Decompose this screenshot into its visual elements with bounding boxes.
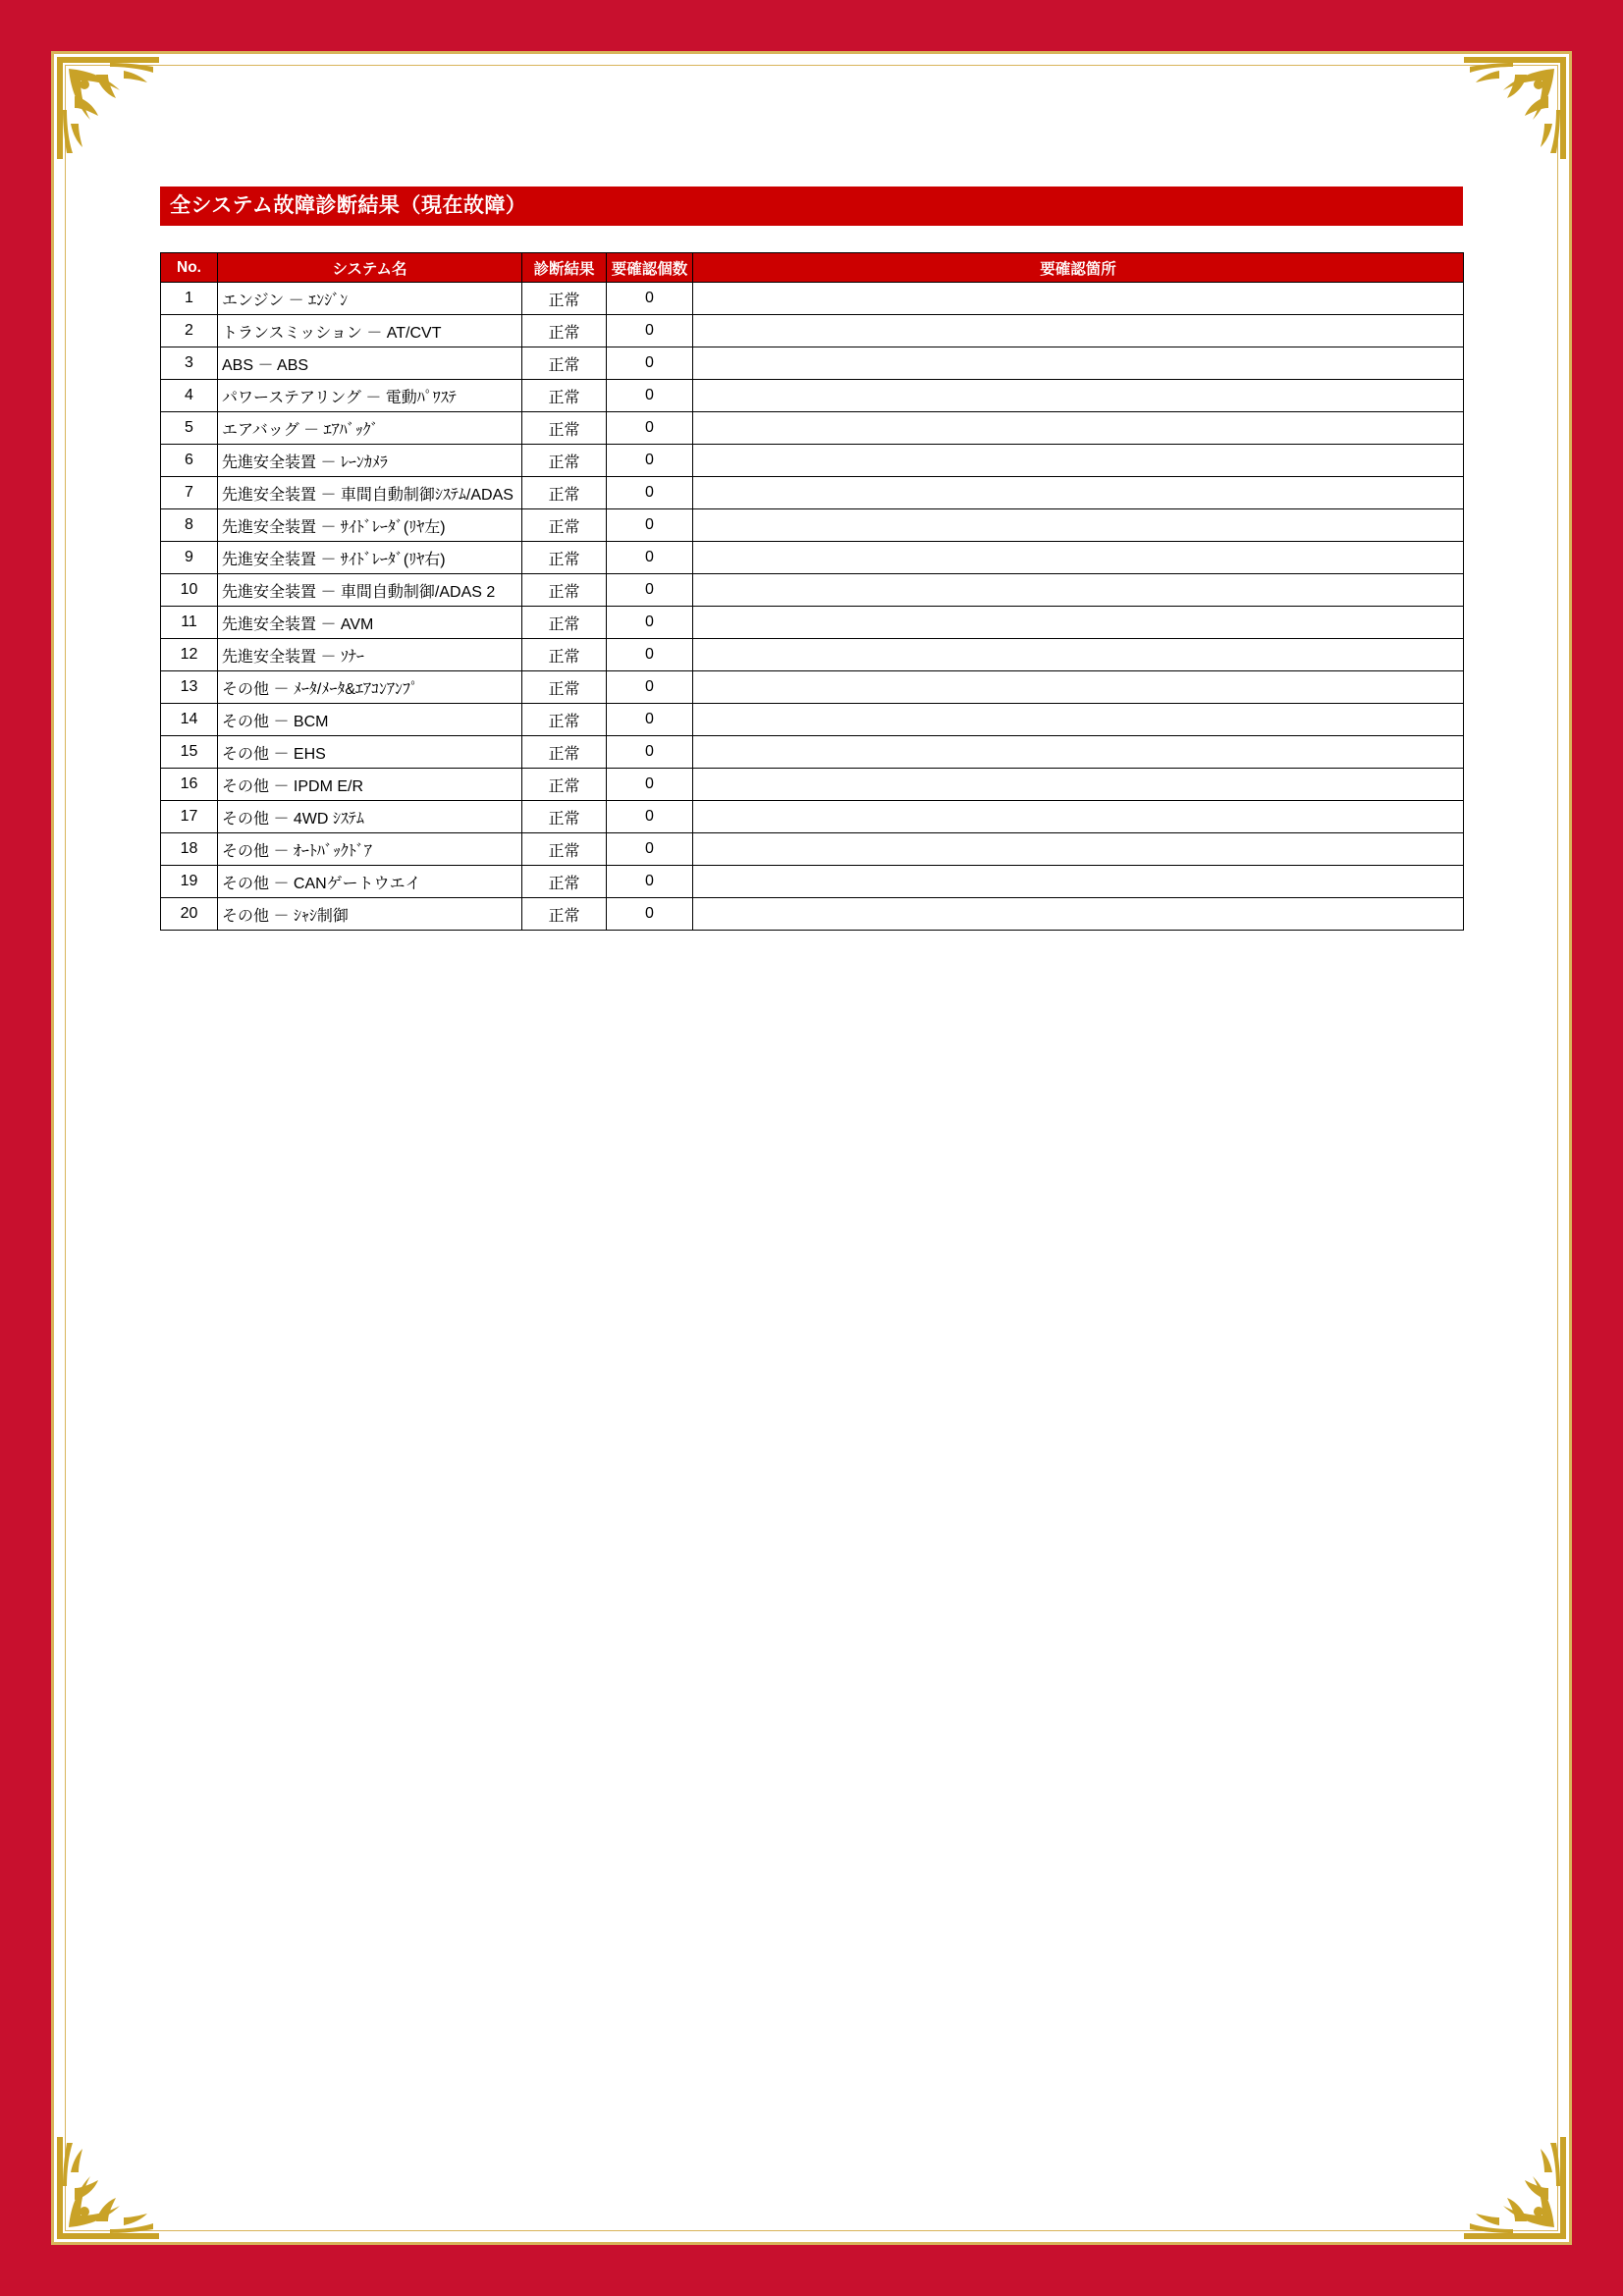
cell-count: 0 [607,704,693,736]
cell-result: 正常 [522,866,607,898]
cell-system: 先進安全装置 － ｿﾅｰ [218,639,522,671]
cell-result: 正常 [522,315,607,347]
cell-result: 正常 [522,477,607,509]
cell-place [693,833,1464,866]
cell-result: 正常 [522,607,607,639]
cell-count: 0 [607,736,693,769]
cell-system: その他 － BCM [218,704,522,736]
cell-place [693,477,1464,509]
cell-result: 正常 [522,509,607,542]
cell-no: 2 [161,315,218,347]
cell-no: 7 [161,477,218,509]
cell-count: 0 [607,898,693,931]
cell-system: その他 － IPDM E/R [218,769,522,801]
cell-count: 0 [607,477,693,509]
table-row [161,542,1464,574]
table-row [161,347,1464,380]
cell-result: 正常 [522,736,607,769]
cell-result: 正常 [522,574,607,607]
cell-place [693,509,1464,542]
cell-no: 9 [161,542,218,574]
cell-system: エンジン － ｴﾝｼﾞﾝ [218,283,522,315]
cell-result: 正常 [522,347,607,380]
cell-result: 正常 [522,283,607,315]
cell-no: 10 [161,574,218,607]
cell-place [693,736,1464,769]
cell-place [693,671,1464,704]
cell-system: その他 － ｼｬｼ制御 [218,898,522,931]
table-row [161,801,1464,833]
cell-no: 19 [161,866,218,898]
table-row [161,898,1464,931]
cell-count: 0 [607,769,693,801]
cell-no: 11 [161,607,218,639]
cell-count: 0 [607,607,693,639]
cell-place [693,866,1464,898]
cell-no: 16 [161,769,218,801]
diagnostic-results-table [160,252,1464,931]
cell-result: 正常 [522,671,607,704]
cell-count: 0 [607,380,693,412]
cell-system: 先進安全装置 － 車間自動制御ｼｽﾃﾑ/ADAS [218,477,522,509]
cell-count: 0 [607,315,693,347]
cell-place [693,769,1464,801]
cell-count: 0 [607,412,693,445]
table-row [161,736,1464,769]
table-row [161,477,1464,509]
cell-count: 0 [607,574,693,607]
table-row [161,509,1464,542]
cell-place [693,315,1464,347]
cell-no: 3 [161,347,218,380]
table-row [161,769,1464,801]
table-header-row [161,253,1464,283]
cell-place [693,347,1464,380]
column-header-no: No. [161,253,218,283]
cell-system: その他 － CANゲートウエイ [218,866,522,898]
cell-count: 0 [607,283,693,315]
table-row [161,412,1464,445]
table-row [161,866,1464,898]
section-title: 全システム故障診断結果（現在故障） [160,187,1463,226]
cell-count: 0 [607,866,693,898]
table-body [161,283,1464,931]
cell-system: 先進安全装置 － ｻｲﾄﾞﾚｰﾀﾞ(ﾘﾔ右) [218,542,522,574]
cell-system: 先進安全装置 － 車間自動制御/ADAS 2 [218,574,522,607]
table-row [161,607,1464,639]
column-header-count: 要確認個数 [607,253,693,283]
cell-no: 20 [161,898,218,931]
cell-result: 正常 [522,704,607,736]
cell-no: 15 [161,736,218,769]
cell-system: その他 － EHS [218,736,522,769]
table-row [161,833,1464,866]
column-header-place: 要確認箇所 [693,253,1464,283]
cell-place [693,898,1464,931]
cell-system: ABS － ABS [218,347,522,380]
report-content [160,187,1463,931]
cell-count: 0 [607,639,693,671]
cell-system: その他 － ﾒｰﾀ/ﾒｰﾀ&ｴｱｺﾝｱﾝﾌﾟ [218,671,522,704]
table-row [161,283,1464,315]
table-row [161,574,1464,607]
cell-system: エアバッグ － ｴｱﾊﾞｯｸﾞ [218,412,522,445]
cell-count: 0 [607,347,693,380]
cell-count: 0 [607,801,693,833]
table-row [161,315,1464,347]
cell-system: 先進安全装置 － ｻｲﾄﾞﾚｰﾀﾞ(ﾘﾔ左) [218,509,522,542]
cell-count: 0 [607,509,693,542]
column-header-result: 診断結果 [522,253,607,283]
cell-no: 8 [161,509,218,542]
cell-result: 正常 [522,898,607,931]
cell-place [693,801,1464,833]
cell-no: 17 [161,801,218,833]
cell-system: その他 － 4WD ｼｽﾃﾑ [218,801,522,833]
cell-result: 正常 [522,833,607,866]
column-header-system: システム名 [218,253,522,283]
cell-system: トランスミッション － AT/CVT [218,315,522,347]
cell-place [693,704,1464,736]
cell-place [693,639,1464,671]
table-row [161,380,1464,412]
cell-no: 12 [161,639,218,671]
cell-no: 1 [161,283,218,315]
cell-result: 正常 [522,412,607,445]
cell-place [693,607,1464,639]
cell-place [693,283,1464,315]
table-row [161,704,1464,736]
cell-no: 5 [161,412,218,445]
cell-count: 0 [607,542,693,574]
cell-no: 18 [161,833,218,866]
cell-place [693,574,1464,607]
cell-no: 4 [161,380,218,412]
cell-result: 正常 [522,801,607,833]
table-row [161,671,1464,704]
table-row [161,639,1464,671]
cell-result: 正常 [522,639,607,671]
cell-system: パワーステアリング － 電動ﾊﾟﾜｽﾃ [218,380,522,412]
cell-no: 6 [161,445,218,477]
cell-result: 正常 [522,380,607,412]
cell-place [693,445,1464,477]
cell-result: 正常 [522,445,607,477]
cell-count: 0 [607,445,693,477]
cell-system: 先進安全装置 － ﾚｰﾝｶﾒﾗ [218,445,522,477]
table-row [161,445,1464,477]
cell-system: その他 － ｵｰﾄﾊﾞｯｸﾄﾞｱ [218,833,522,866]
cell-place [693,542,1464,574]
cell-place [693,412,1464,445]
cell-place [693,380,1464,412]
cell-count: 0 [607,671,693,704]
cell-result: 正常 [522,542,607,574]
cell-result: 正常 [522,769,607,801]
cell-no: 13 [161,671,218,704]
cell-system: 先進安全装置 － AVM [218,607,522,639]
cell-no: 14 [161,704,218,736]
cell-count: 0 [607,833,693,866]
